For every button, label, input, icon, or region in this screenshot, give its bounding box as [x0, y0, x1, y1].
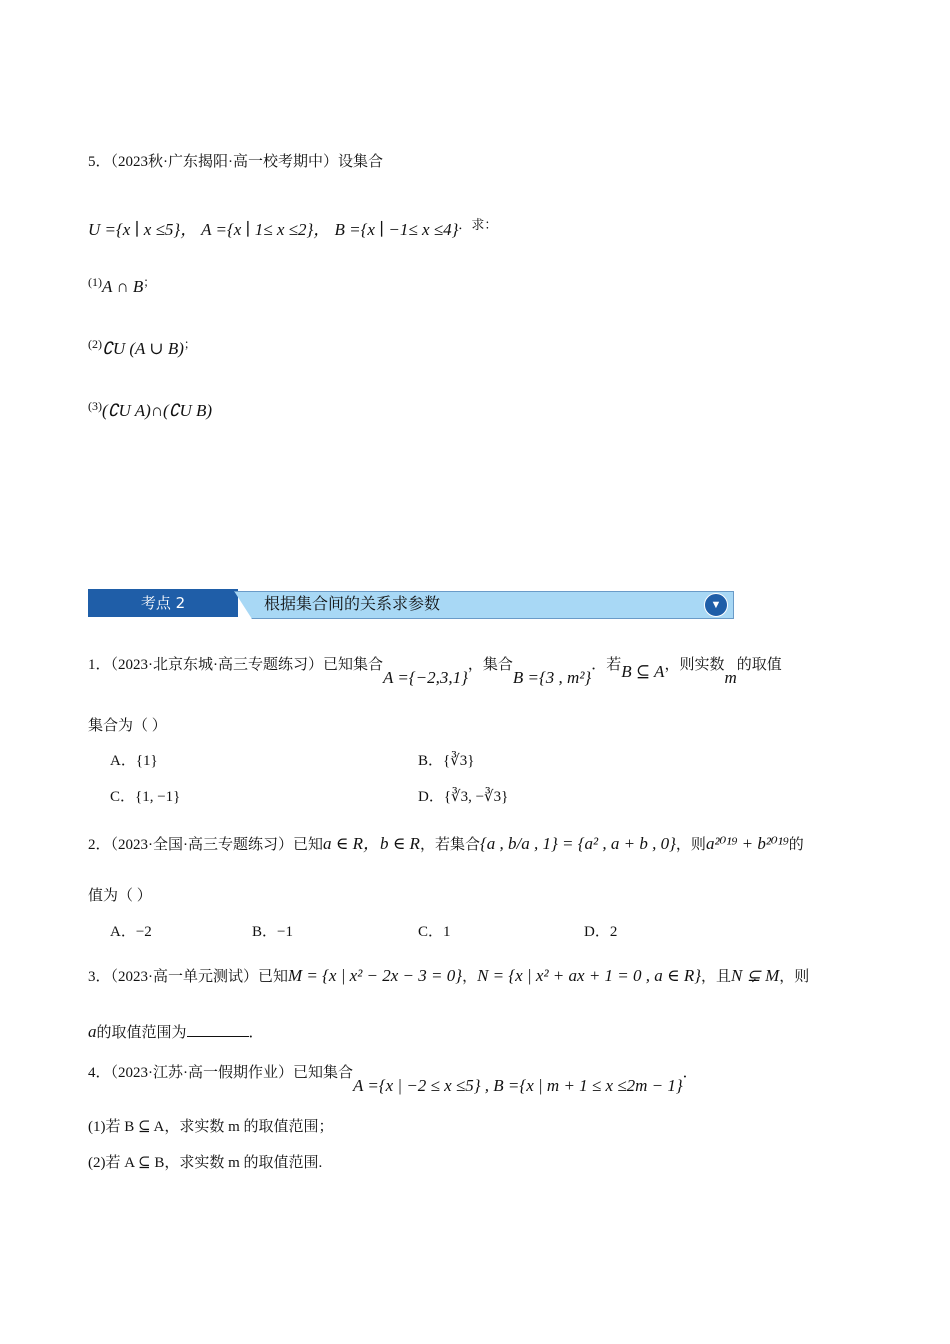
q5-p1-expr: A ∩ B: [102, 277, 144, 296]
q5-part1: [88, 272, 155, 298]
answer-blank[interactable]: [187, 1022, 249, 1037]
q3-and: ，且: [701, 969, 732, 985]
q4-part1: (1)若 B ⊆ A，求实数 m 的取值范围；: [88, 1119, 334, 1135]
q1-mid: ，集合: [467, 657, 513, 673]
q5-p3-label: (3): [88, 399, 102, 413]
chevron-down-circle-icon[interactable]: ▼: [704, 593, 728, 617]
q1-setB: B ={3 , m²}: [512, 668, 592, 687]
q5-p1-label: (1): [88, 275, 102, 289]
q4-sets: A ={x | −2 ≤ x ≤5} , B ={x | m + 1 ≤ x ≤2m − 1}: [353, 1076, 683, 1095]
q2-cond: a ∈ R，b ∈ R: [323, 834, 420, 853]
q3-sep: ，: [462, 969, 478, 985]
q5-p2-end: ；: [183, 337, 196, 351]
q4-end: ．: [682, 1065, 698, 1081]
q5-sets-line: [88, 215, 497, 241]
q1-option-a[interactable]: A．{1}: [110, 753, 158, 769]
q1-setA: A ={−2,3,1}: [383, 668, 468, 687]
q4-line1: [88, 1062, 698, 1095]
q5-sets: U ={x ∣ x ≤5}， A ={x ∣ 1≤ x ≤2}， B ={x ∣ −1≤ x ≤4}: [88, 220, 459, 239]
q1-tail: 的取值: [736, 657, 782, 673]
q3-header: 3．（2023·高一单元测试）已知: [88, 969, 288, 985]
q3-line1: [88, 966, 809, 987]
q3-M: M = {x | x² − 2x − 3 = 0}: [288, 966, 463, 985]
q2-line2: 值为（ ）: [88, 888, 152, 904]
q5-p1-end: ；: [143, 275, 156, 289]
q1-option-d[interactable]: D．{∛3, −∛3}: [418, 789, 509, 805]
q5-ask: ．求：: [458, 217, 498, 232]
q5-p2-expr: ∁U (A ∪ B): [102, 339, 184, 358]
q1-option-c[interactable]: C．{1, −1}: [110, 789, 181, 805]
q3-end: ．: [248, 1025, 264, 1041]
q1-rest: ，则实数: [664, 657, 725, 673]
q1-line2: 集合为（ ）: [88, 718, 167, 734]
q2-header: 2．（2023·全国·高三专题练习）已知: [88, 837, 323, 853]
q3-rel: N ⊊ M: [731, 966, 780, 985]
section-banner: [88, 589, 734, 619]
q2-line1: [88, 834, 804, 855]
q2-option-b[interactable]: B．−1: [252, 924, 293, 940]
q2-set: {a , b/a , 1} = {a² , a + b , 0}: [479, 834, 676, 853]
q2-mid: ，若集合: [419, 837, 480, 853]
q3-range-text: 的取值范围为: [96, 1025, 187, 1041]
q2-option-a[interactable]: A．−2: [110, 924, 152, 940]
q5-p3-expr: (∁U A)∩(∁U B): [102, 401, 213, 420]
q1-if: ．若: [591, 657, 622, 673]
q1-option-b[interactable]: B．{∛3}: [418, 753, 475, 769]
q2-option-d[interactable]: D．2: [584, 924, 618, 940]
q2-tail: 的: [788, 837, 804, 853]
q3-var-a: a: [88, 1022, 97, 1041]
q2-option-c[interactable]: C．1: [418, 924, 451, 940]
q2-then: ，则: [675, 837, 706, 853]
q3-tail: ，则: [779, 969, 810, 985]
q3-N: N = {x | x² + ax + 1 = 0 , a ∈ R}: [477, 966, 702, 985]
q5-part3: [88, 396, 212, 422]
q5-p2-label: (2): [88, 337, 102, 351]
q4-header: 4．（2023·江苏·高一假期作业）已知集合: [88, 1065, 353, 1081]
q5-part2: [88, 334, 196, 360]
q3-line2: [88, 1022, 264, 1043]
q1-cond: B ⊆ A: [621, 662, 665, 681]
section-title: 根据集合间的关系求参数: [264, 594, 441, 613]
q1-header: 1．（2023·北京东城·高三专题练习）已知集合: [88, 657, 383, 673]
q1-line1: [88, 654, 782, 687]
q1-var: m: [724, 668, 737, 687]
q4-part2: (2)若 A ⊆ B，求实数 m 的取值范围.: [88, 1155, 323, 1171]
q2-expr: a²⁰¹⁹ + b²⁰¹⁹: [705, 834, 789, 853]
q5-header: 5．（2023秋·广东揭阳·高一校考期中）设集合: [88, 154, 383, 170]
section-tag: 考点 2: [88, 589, 238, 617]
